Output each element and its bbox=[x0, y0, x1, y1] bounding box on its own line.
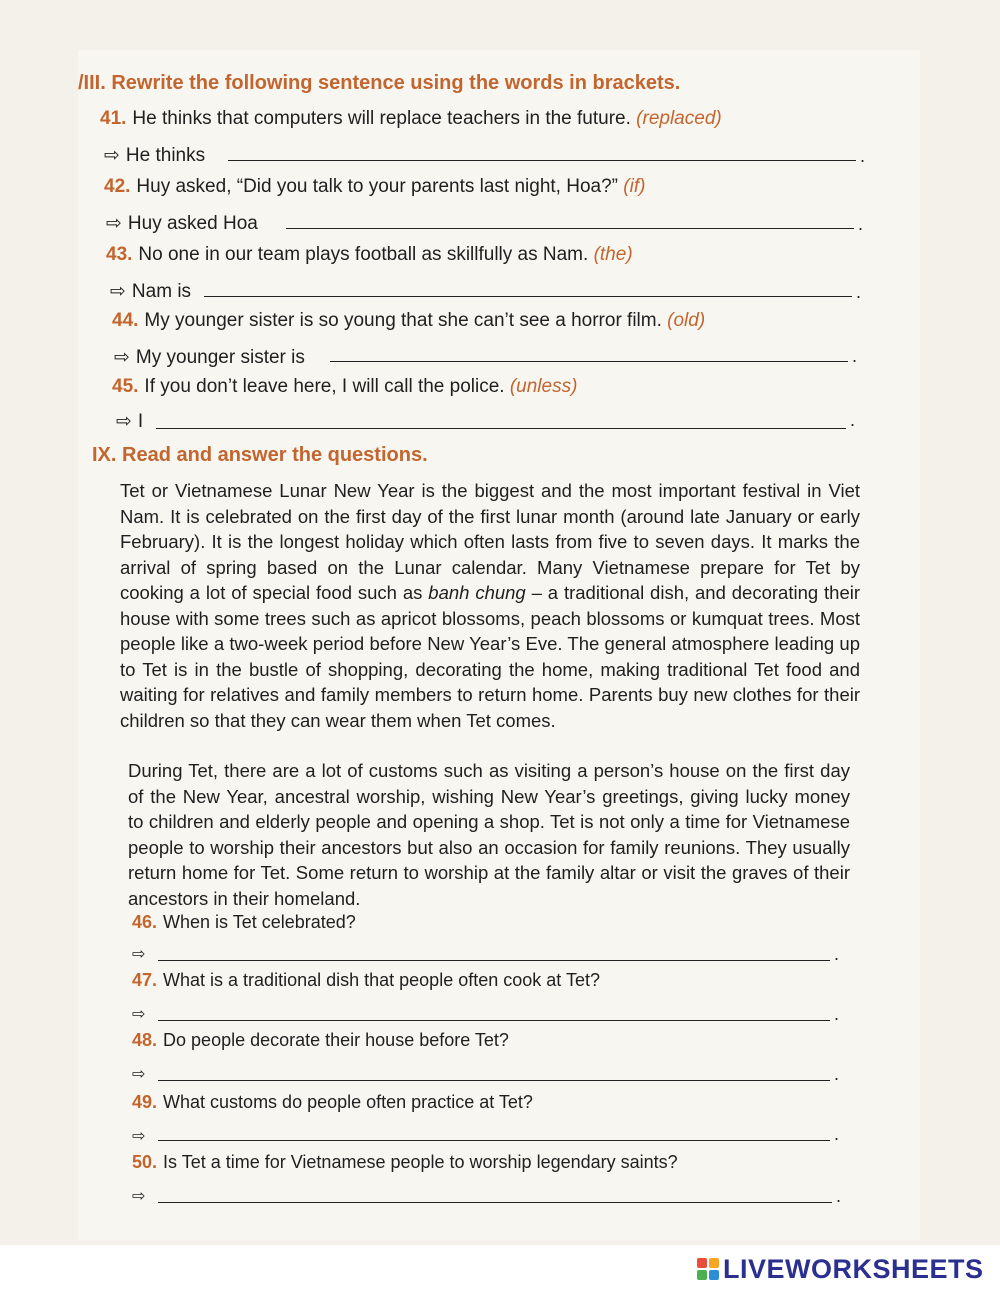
question-number: 43. bbox=[106, 244, 133, 265]
answer-start-text: I bbox=[137, 411, 144, 432]
period: . bbox=[858, 214, 864, 234]
period: . bbox=[860, 146, 866, 166]
question-45 bbox=[112, 376, 577, 398]
arrow-icon: ⇨ bbox=[104, 145, 120, 166]
question-number: 48. bbox=[132, 1030, 158, 1050]
question-text: If you don’t leave here, I will call the police. bbox=[144, 376, 505, 397]
reading-paragraph-1 bbox=[120, 478, 860, 733]
question-43 bbox=[106, 244, 633, 266]
answer-47-input[interactable] bbox=[158, 1020, 830, 1021]
question-number: 42. bbox=[104, 176, 131, 197]
answer-46-input[interactable] bbox=[158, 960, 830, 961]
question-41 bbox=[100, 108, 722, 130]
arrow-icon: ⇨ bbox=[132, 1128, 146, 1145]
section-9-heading: IX. Read and answer the questions. bbox=[92, 444, 428, 466]
keyword-hint: (if) bbox=[623, 176, 646, 197]
logo-square bbox=[709, 1258, 719, 1268]
arrow-icon: ⇨ bbox=[132, 1188, 146, 1205]
question-number: 49. bbox=[132, 1092, 158, 1112]
question-number: 50. bbox=[132, 1152, 158, 1172]
arrow-icon: ⇨ bbox=[106, 213, 122, 234]
answer-45-prompt bbox=[116, 410, 143, 433]
answer-start-text: My younger sister is bbox=[135, 347, 305, 368]
logo-square bbox=[697, 1270, 707, 1280]
dish-name: banh chung bbox=[428, 582, 526, 603]
question-50 bbox=[132, 1152, 678, 1173]
paragraph-text: Tet or Vietnamese Lunar New Year is the biggest and the most important festival in Viet Nam. It is celebrated on the first day of the first lunar month (around late January or early February). It is the longest holiday which often lasts from five to seven days. It marks the arrival of spring based on the Lunar calendar. Many Vietnamese prepare for Tet by cooking a lot of special food such as bbox=[120, 480, 860, 603]
answer-49-input[interactable] bbox=[158, 1140, 830, 1141]
question-number: 45. bbox=[112, 376, 139, 397]
question-text: Huy asked, “Did you talk to your parents last night, Hoa?” bbox=[136, 176, 618, 197]
question-number: 44. bbox=[112, 310, 139, 331]
arrow-icon: ⇨ bbox=[132, 946, 146, 963]
question-text: My younger sister is so young that she can’t see a horror film. bbox=[144, 310, 662, 331]
answer-44-prompt bbox=[114, 346, 305, 369]
question-text: Is Tet a time for Vietnamese people to worship legendary saints? bbox=[163, 1152, 678, 1172]
answer-start-text: Huy asked Hoa bbox=[127, 213, 258, 234]
keyword-hint: (replaced) bbox=[636, 108, 722, 129]
keyword-hint: (unless) bbox=[509, 376, 578, 397]
arrow-icon: ⇨ bbox=[114, 347, 130, 368]
question-48 bbox=[132, 1030, 509, 1051]
answer-43-prompt bbox=[110, 280, 191, 303]
answer-41-prompt bbox=[104, 144, 205, 167]
question-46 bbox=[132, 912, 356, 933]
question-text: What is a traditional dish that people often cook at Tet? bbox=[163, 970, 600, 990]
keyword-hint: (old) bbox=[667, 310, 706, 331]
answer-42-prompt bbox=[106, 212, 258, 235]
arrow-icon: ⇨ bbox=[132, 1066, 146, 1083]
question-number: 41. bbox=[100, 108, 127, 129]
question-text: No one in our team plays football as skillfully as Nam. bbox=[138, 244, 589, 265]
answer-43-input[interactable] bbox=[204, 296, 852, 297]
answer-45-input[interactable] bbox=[156, 428, 846, 429]
answer-42-input[interactable] bbox=[286, 228, 854, 229]
answer-50-input[interactable] bbox=[158, 1202, 832, 1203]
question-text: He thinks that computers will replace teachers in the future. bbox=[132, 108, 631, 129]
question-42 bbox=[104, 176, 645, 198]
period: . bbox=[834, 1124, 840, 1144]
period: . bbox=[834, 1064, 840, 1084]
question-number: 47. bbox=[132, 970, 158, 990]
keyword-hint: (the) bbox=[593, 244, 633, 265]
answer-48-input[interactable] bbox=[158, 1080, 830, 1081]
period: . bbox=[836, 1186, 842, 1206]
question-text: Do people decorate their house before Tet? bbox=[163, 1030, 509, 1050]
answer-start-text: Nam is bbox=[131, 281, 192, 302]
answer-start-text: He thinks bbox=[125, 145, 206, 166]
logo-mark-icon bbox=[697, 1258, 719, 1280]
reading-paragraph-2: During Tet, there are a lot of customs such as visiting a person’s house on the first day of the New Year, ancestral worship, wishing New Year’s greetings, giving lucky money to children and elderly people and opening a shop. Tet is not only a time for Vietnamese people to worship their ancestors but also an occasion for family reunions. They usually return home for Tet. Some return to worship at the family altar or visit the graves of their ancestors in their homeland. bbox=[128, 760, 850, 909]
arrow-icon: ⇨ bbox=[110, 281, 126, 302]
question-text: What customs do people often practice at Tet? bbox=[163, 1092, 533, 1112]
answer-44-input[interactable] bbox=[330, 361, 848, 362]
answer-41-input[interactable] bbox=[228, 160, 856, 161]
period: . bbox=[834, 1004, 840, 1024]
logo-square bbox=[697, 1258, 707, 1268]
section-8-heading: /III. Rewrite the following sentence using the words in brackets. bbox=[78, 72, 681, 94]
arrow-icon: ⇨ bbox=[116, 411, 132, 432]
question-44 bbox=[112, 310, 705, 332]
period: . bbox=[856, 282, 862, 302]
period: . bbox=[850, 410, 856, 430]
logo-text: LIVEWORKSHEETS bbox=[723, 1253, 984, 1284]
question-49 bbox=[132, 1092, 533, 1113]
logo-square bbox=[709, 1270, 719, 1280]
question-47 bbox=[132, 970, 600, 991]
arrow-icon: ⇨ bbox=[132, 1006, 146, 1023]
period: . bbox=[852, 346, 858, 366]
question-text: When is Tet celebrated? bbox=[163, 912, 356, 932]
period: . bbox=[834, 944, 840, 964]
paragraph-text: – a traditional dish, and decorating their house with some trees such as apricot blossoms, peach blossoms or kumquat trees. Most people like a two-week period before New Year’s Eve. The general atmosphere leading up to Tet is in the bustle of shopping, decorating the home, making traditional Tet food and waiting for relatives and family members to return home. Parents buy new clothes for their children so that they can wear them when Tet comes. bbox=[120, 582, 861, 731]
question-number: 46. bbox=[132, 912, 158, 932]
liveworksheets-logo[interactable] bbox=[697, 1255, 984, 1283]
